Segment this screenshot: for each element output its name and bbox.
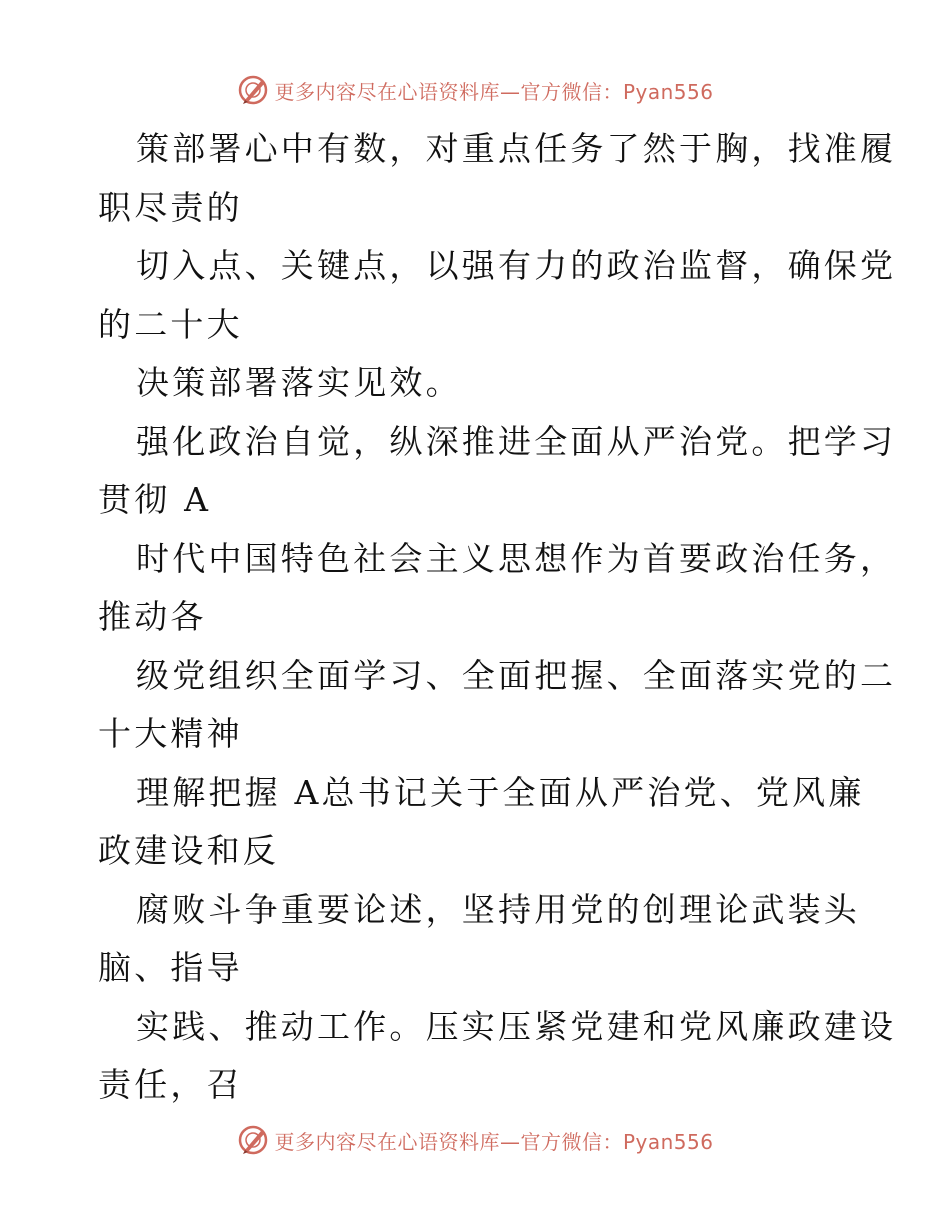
- text-line: 脑、指导: [98, 948, 243, 987]
- text-line: 职尽责的: [98, 187, 243, 227]
- text-line: 贯彻 A: [98, 480, 212, 519]
- text-line: 强化政治自觉，纵深推进全面从严治党。把学习: [136, 421, 897, 461]
- text-line: 切入点、关键点，以强有力的政治监督，确保党: [136, 246, 897, 285]
- header-watermark: [0, 70, 950, 110]
- pen-logo-icon: [236, 73, 270, 107]
- watermark-text: 更多内容尽在心语资料库—官方微信：Pyan556: [274, 1129, 714, 1154]
- footer-watermark: [0, 1120, 950, 1160]
- text-line: 推动各: [98, 597, 207, 636]
- watermark-text: 更多内容尽在心语资料库—官方微信：Pyan556: [274, 79, 714, 104]
- text-line: 决策部署落实见效。: [136, 363, 462, 402]
- text-line: 腐败斗争重要论述，坚持用党的创理论武装头: [136, 889, 860, 929]
- text-line: 责任，召: [98, 1065, 243, 1104]
- text-line: 政建设和反: [98, 831, 279, 870]
- text-line: 十大精神: [98, 714, 243, 753]
- text-line: 时代中国特色社会主义思想作为首要政治任务，: [136, 538, 897, 578]
- pen-logo-icon: [236, 1123, 270, 1157]
- text-line: 理解把握 A总书记关于全面从严治党、党风廉: [136, 772, 865, 812]
- text-line: 的二十大: [98, 304, 243, 344]
- text-line: 实践、推动工作。压实压紧党建和党风廉政建设: [136, 1006, 897, 1046]
- text-line: 策部署心中有数，对重点任务了然于胸，找准履: [136, 129, 897, 168]
- document-body: [98, 120, 897, 1115]
- text-line: 级党组织全面学习、全面把握、全面落实党的二: [136, 655, 897, 695]
